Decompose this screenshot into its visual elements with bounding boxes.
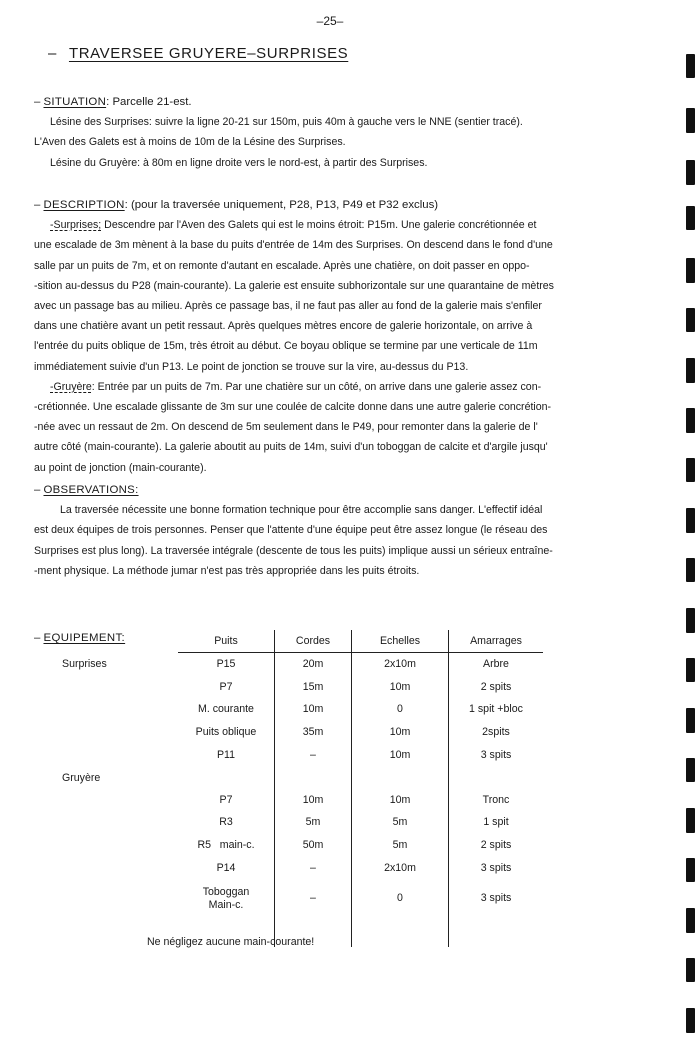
table-row [178, 766, 543, 789]
description-line: autre côté (main-courante). La galerie aboutit au puits de 14m, suivi d'un toboggan de calcite et d'argile jusqu' [34, 441, 548, 454]
observations-line: La traversée nécessite une bonne formation technique pour être accomplie sans danger. L'effectif idéal [60, 504, 543, 517]
table-row: R5 main-c. 50m 5m 2 spits [178, 834, 543, 857]
title-text: TRAVERSEE GRUYERE–SURPRISES [68, 45, 349, 62]
observations-label: OBSERVATIONS: [43, 484, 139, 496]
binder-mark [686, 508, 695, 533]
observations-line: est deux équipes de trois personnes. Penser que l'attente d'une équipe peut être assez longue (le réseau des [34, 524, 548, 537]
page-title: – TRAVERSEE GRUYERE–SURPRISES [48, 45, 349, 62]
binder-mark [686, 908, 695, 933]
equipement-header: – EQUIPEMENT: [34, 632, 126, 644]
description-line: salle par un puits de 7m, et on remonte d'autant en escalade. Après une chatière, on doit passer en oppo- [34, 259, 530, 272]
table-row: R3 5m 5m 1 spit [178, 811, 543, 834]
description-line: l'entrée du puits oblique de 15m, très étroit au début. Ce boyau oblique se termine par une verticale de 11m [34, 340, 538, 353]
closing-note: Ne négligez aucune main-courante! [147, 936, 315, 948]
table-row: P7 10m 10m Tronc [178, 789, 543, 812]
group-label-surprises: Surprises [62, 658, 107, 670]
column-header: Amarrages [449, 630, 544, 653]
column-header: Puits [178, 630, 275, 653]
table-row: P15 20m 2x10m Arbre [178, 653, 543, 676]
description-line: -sition au-dessus du P28 (main-courante). La galerie est ensuite subhorizontale sur une quarantaine de mètres [34, 279, 554, 292]
binder-mark [686, 558, 695, 582]
binder-mark [686, 1008, 695, 1033]
observations-line: Surprises est plus long). La traversée intégrale (descente de tous les puits) implique aussi un sérieux entraîne- [34, 544, 553, 557]
equipement-label: EQUIPEMENT: [43, 632, 126, 644]
description-line: -née avec un ressaut de 2m. On descend de 5m seulement dans le P49, pour remonter dans la galerie de l' [34, 421, 538, 434]
table-row: Toboggan Main-c. – 0 3 spits [178, 879, 543, 919]
table-row: Puits oblique 35m 10m 2spits [178, 721, 543, 744]
description-line: -crétionnée. Une escalade glissante de 3m sur une coulée de calcite donne dans une autre galerie concrétion- [34, 401, 552, 414]
table-row: P7 15m 10m 2 spits [178, 676, 543, 699]
situation-line: L'Aven des Galets est à moins de 10m de la Lésine des Surprises. [34, 136, 346, 149]
column-header: Echelles [352, 630, 449, 653]
table-row: M. courante 10m 0 1 spit +bloc [178, 698, 543, 721]
surprises-keyword: -Surprises; [50, 219, 102, 232]
binder-mark [686, 608, 695, 633]
gruyere-keyword: -Gruyère [50, 380, 92, 393]
page-number: –25– [316, 14, 344, 28]
description-label: DESCRIPTION [43, 199, 125, 211]
binder-mark [686, 458, 695, 482]
binder-mark [686, 308, 695, 332]
situation-line: Lésine du Gruyère: à 80m en ligne droite vers le nord-est, à partir des Surprises. [50, 156, 428, 169]
description-header: – DESCRIPTION: (pour la traversée uniquement, P28, P13, P49 et P32 exclus) [34, 199, 439, 211]
binder-mark [686, 758, 695, 782]
observations-header: – OBSERVATIONS: [34, 484, 139, 496]
binder-mark [686, 858, 695, 882]
table-row: P11 – 10m 3 spits [178, 743, 543, 766]
description-line: -Gruyère: Entrée par un puits de 7m. Par une chatière sur un côté, on arrive dans une galerie assez con- [50, 380, 542, 393]
column-header: Cordes [275, 630, 352, 653]
description-line: au point de jonction (main-courante). [34, 461, 207, 474]
situation-section [34, 92, 646, 173]
binder-mark [686, 408, 695, 433]
description-line: -Surprises; Descendre par l'Aven des Galets qui est le moins étroit: P15m. Une galerie concrétionnée et [50, 219, 537, 232]
table-row: P14 – 2x10m 3 spits [178, 856, 543, 879]
binder-mark [686, 206, 695, 230]
situation-intro: : Parcelle 21-est. [106, 96, 192, 108]
description-line: dans une chatière avant un petit ressaut. Après quelques mètres encore de galerie horizontale, on arrive à [34, 320, 533, 333]
binder-mark [686, 658, 695, 682]
description-line: avec un passage bas au milieu. Après ce passage bas, il ne faut pas aller au fond de la galerie mais s'enfiler [34, 300, 542, 313]
equipment-table [178, 630, 543, 947]
binder-mark [686, 358, 695, 383]
binder-mark [686, 108, 695, 133]
binder-mark [686, 958, 695, 982]
observations-line: -ment physique. La méthode jumar n'est pas très appropriée dans les puits étroits. [34, 564, 420, 577]
description-intro: : (pour la traversée uniquement, P28, P13, P49 et P32 exclus) [124, 199, 439, 211]
binder-mark [686, 54, 695, 78]
description-line: immédiatement suivie d'un P13. Le point de jonction se trouve sur la vire, au-dessus du P13. [34, 360, 469, 373]
situation-header: – SITUATION: Parcelle 21-est. [34, 96, 192, 108]
binder-mark [686, 258, 695, 283]
binder-mark [686, 808, 695, 833]
binder-mark [686, 708, 695, 733]
situation-line: Lésine des Surprises: suivre la ligne 20-21 sur 150m, puis 40m à gauche vers le NNE (sentier tracé). [50, 116, 523, 129]
group-label-gruyere: Gruyère [62, 772, 101, 784]
situation-label: SITUATION [43, 96, 107, 108]
binder-mark [686, 160, 695, 185]
description-line: une escalade de 3m mènent à la base du puits d'entrée de 14m des Surprises. On descend dans le fond d'une [34, 239, 553, 252]
description-section [34, 195, 646, 478]
table-header-row [178, 630, 543, 653]
observations-section [34, 480, 646, 581]
